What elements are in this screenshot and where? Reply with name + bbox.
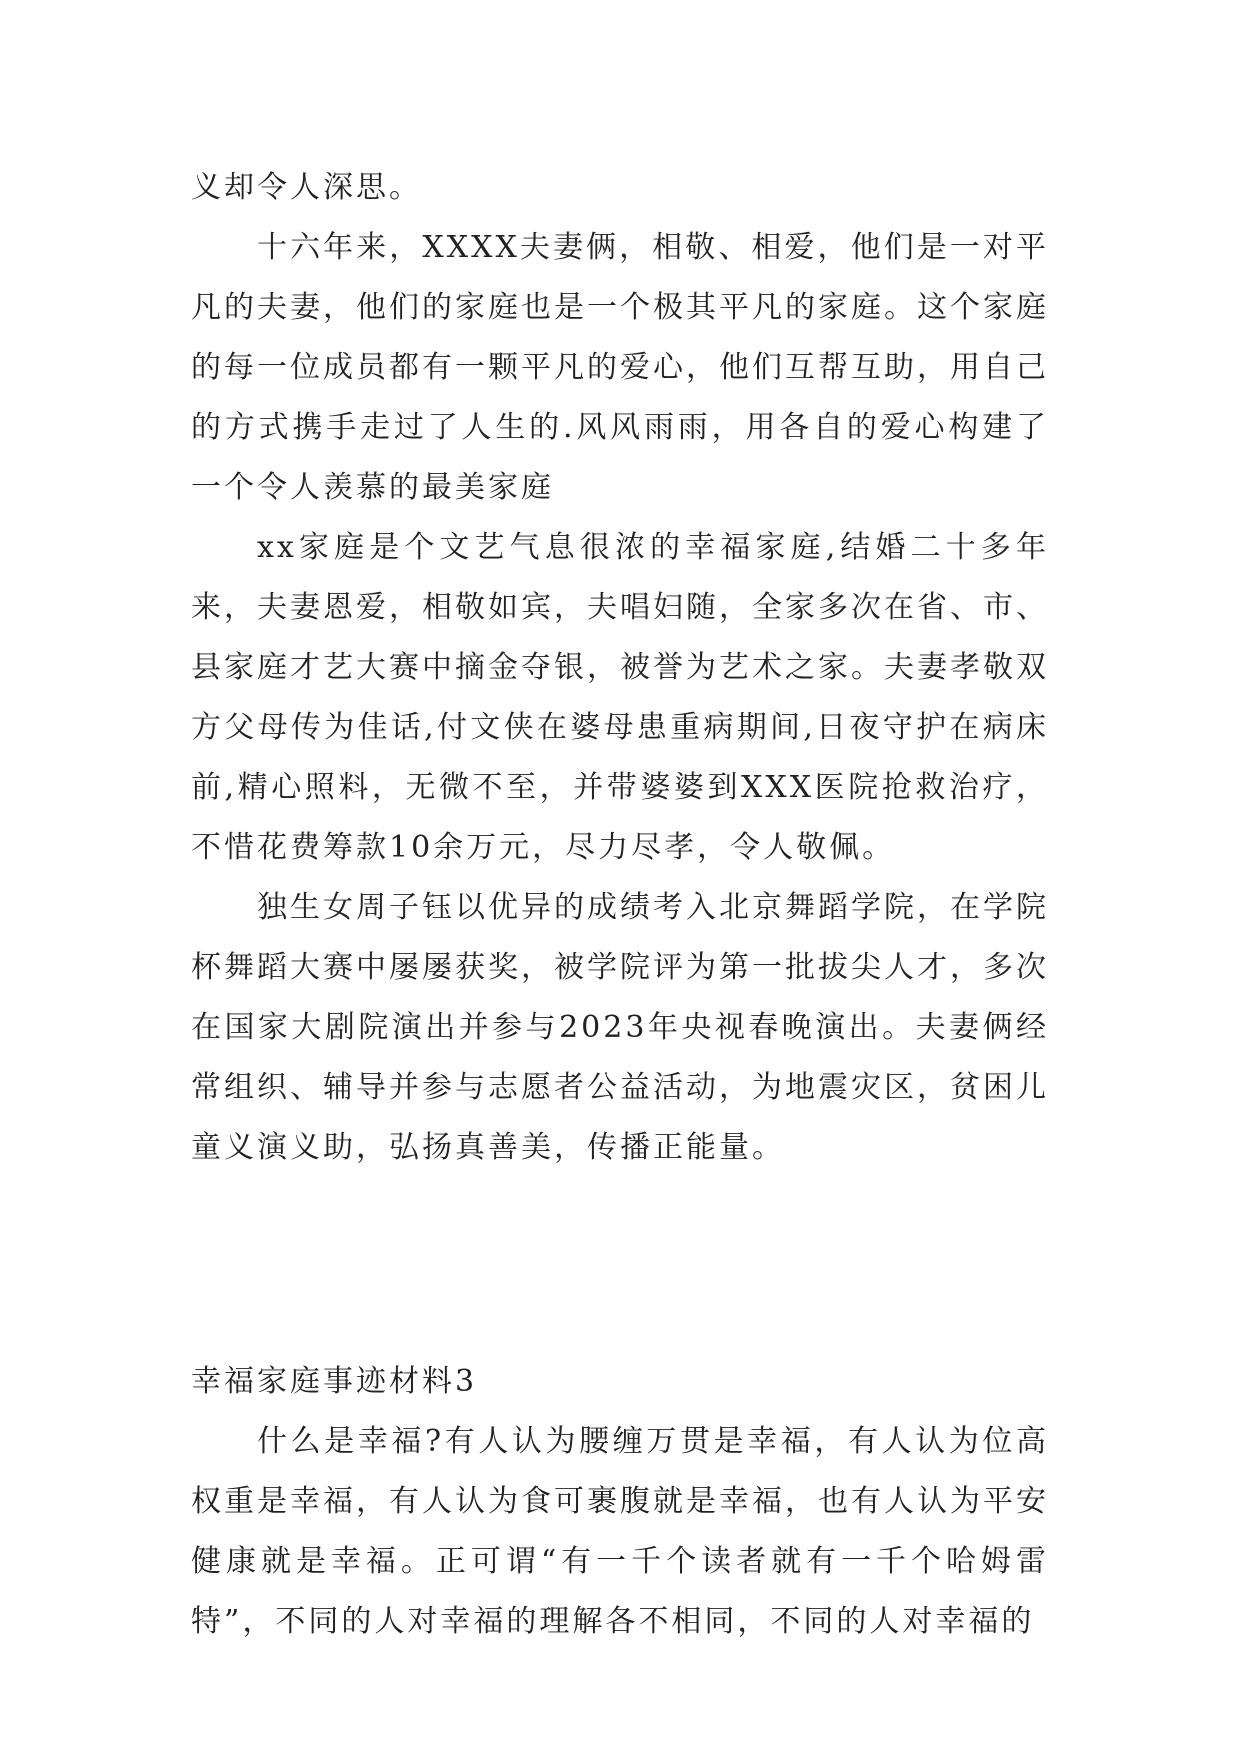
paragraph-daughter-dance: 独生女周子钰以优异的成绩考入北京舞蹈学院，在学院杯舞蹈大赛中屡屡获奖，被学院评为第一批拔尖人才，多次在国家大剧院演出并参与2023年央视春晚演出。夫妻俩经常组织、辅导并参与志愿者公益活动，为地震灾区，贫困儿童义演义助，弘扬真善美，传播正能量。 [191,890,1049,1165]
paragraph-artistic-family: xx家庭是个文艺气息很浓的幸福家庭,结婚二十多年来，夫妻恩爱，相敬如宾，夫唱妇随，全家多次在省、市、县家庭才艺大赛中摘金夺银，被誉为艺术之家。夫妻孝敬双方父母传为佳话,付文侠在婆母患重病期间,日夜守护在病床前,精心照料，无微不至，并带婆婆到XXX医院抢救治疗，不惜花费筹款10余万元，尽力尽孝，令人敬佩。 [191,530,1049,865]
section-heading: 幸福家庭事迹材料3 [191,1364,478,1399]
paragraph-continuation: 义却令人深思。 [191,170,422,205]
document-body [191,158,1049,1652]
paragraph-couple-sixteen-years: 十六年来，XXXX夫妻俩，相敬、相爱，他们是一对平凡的夫妻，他们的家庭也是一个极其平凡的家庭。这个家庭的每一位成员都有一颗平凡的爱心，他们互帮互助，用自己的方式携手走过了人生的.风风雨雨，用各自的爱心构建了一个令人羡慕的最美家庭 [191,230,1049,505]
paragraph-what-is-happiness: 什么是幸福?有人认为腰缠万贯是幸福，有人认为位高权重是幸福，有人认为食可裹腹就是幸福，也有人认为平安健康就是幸福。正可谓“有一千个读者就有一千个哈姆雷特”，不同的人对幸福的理解各不相同，不同的人对幸福的 [191,1424,1049,1639]
section-spacer [191,1178,1049,1352]
